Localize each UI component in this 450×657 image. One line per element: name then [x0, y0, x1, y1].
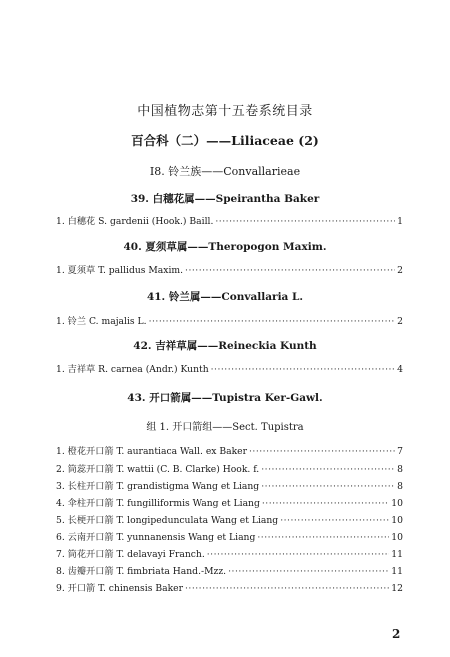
entry-label: 2. 筒蕊开口箭 T. wattii (C. B. Clarke) Hook. f.	[56, 464, 260, 475]
entry-page: 2	[397, 316, 403, 327]
toc-entry	[56, 461, 403, 475]
entry-page: 11	[391, 549, 403, 560]
page-number: 2	[392, 627, 401, 641]
toc-entry	[56, 213, 403, 227]
toc-entry	[56, 443, 403, 457]
dot-leader	[211, 364, 396, 375]
toc-entry	[56, 580, 403, 594]
toc-entry	[56, 563, 403, 577]
toc-entry	[56, 262, 403, 276]
dot-leader	[262, 498, 389, 509]
entry-page: 10	[391, 532, 403, 543]
dot-leader	[228, 566, 389, 577]
toc-entry	[56, 478, 403, 492]
dot-leader	[207, 549, 390, 560]
entry-label: 1. 吉祥草 R. carnea (Andr.) Kunth	[56, 364, 209, 375]
entry-page: 4	[397, 364, 403, 375]
toc-entry	[56, 512, 403, 526]
dot-leader	[185, 583, 389, 594]
entry-label: 9. 开口箭 T. chinensis Baker	[56, 583, 183, 594]
entry-label: 8. 齿瓣开口箭 T. fimbriata Hand.-Mzz.	[56, 566, 227, 577]
entry-page: 8	[397, 481, 403, 492]
tribe-heading: I8. 铃兰族——Convallarieae	[149, 165, 301, 178]
entry-label: 1. 橙花开口箭 T. aurantiaca Wall. ex Baker	[56, 446, 247, 457]
dot-leader	[280, 515, 389, 526]
page-title: 中国植物志第十五卷系统目录	[137, 104, 313, 119]
dot-leader	[257, 532, 389, 543]
dot-leader	[185, 265, 395, 276]
dot-leader	[215, 216, 395, 227]
entry-label: 3. 长柱开口箭 T. grandistigma Wang et Liang	[56, 481, 260, 492]
genus-heading: 41. 铃兰属——Convallaria L.	[146, 291, 304, 303]
dot-leader	[261, 464, 395, 475]
section-heading: 组 1. 开口箭组——Sect. Tupistra	[146, 422, 304, 433]
entry-label: 1. 铃兰 C. majalis L.	[56, 316, 147, 327]
entry-page: 1	[397, 216, 403, 227]
entry-page: 2	[397, 265, 403, 276]
entry-page: 10	[391, 515, 403, 526]
entry-page: 7	[397, 446, 403, 457]
entry-page: 12	[391, 583, 403, 594]
toc-entry	[56, 313, 403, 327]
entry-page: 8	[397, 464, 403, 475]
family-heading: 百合科（二）——Liliaceae (2)	[131, 133, 319, 148]
entry-page: 10	[391, 498, 403, 509]
entry-label: 5. 长梗开口箭 T. longipedunculata Wang et Liang	[56, 515, 279, 526]
genus-heading: 43. 开口箭属——Tupistra Ker-Gawl.	[127, 392, 323, 404]
genus-heading: 40. 夏须草属——Theropogon Maxim.	[123, 241, 327, 253]
dot-leader	[261, 481, 395, 492]
entry-label: 4. 伞柱开口箭 T. fungilliformis Wang et Liang	[56, 498, 260, 509]
entry-label: 1. 白穗花 S. gardenii (Hook.) Baill.	[56, 216, 214, 227]
toc-entry	[56, 361, 403, 375]
toc-entry	[56, 495, 403, 509]
toc-entry	[56, 546, 403, 560]
dot-leader	[149, 316, 396, 327]
dot-leader	[249, 446, 395, 457]
entry-page: 11	[391, 566, 403, 577]
entry-label: 1. 夏须草 T. pallidus Maxim.	[56, 265, 184, 276]
genus-heading: 39. 白穗花属——Speirantha Baker	[130, 193, 320, 205]
genus-heading: 42. 吉祥草属——Reineckia Kunth	[133, 340, 317, 352]
entry-label: 6. 云南开口箭 T. yunnanensis Wang et Liang	[56, 532, 256, 543]
entry-label: 7. 筒花开口箭 T. delavayi Franch.	[56, 549, 205, 560]
toc-entry	[56, 529, 403, 543]
